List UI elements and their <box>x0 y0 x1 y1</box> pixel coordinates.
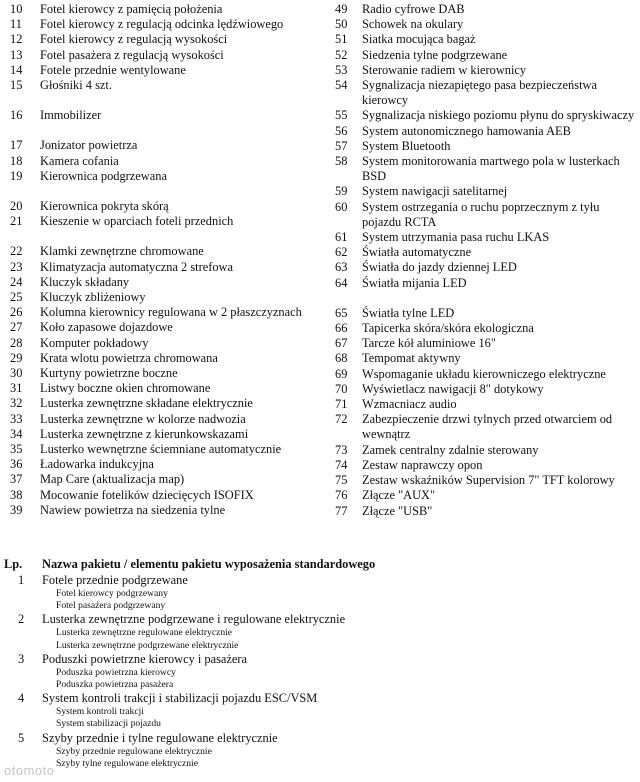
equipment-item <box>0 366 312 381</box>
package-number: 5 <box>18 730 25 745</box>
right-equipment-list <box>320 2 640 519</box>
item-number: 23 <box>10 259 23 274</box>
equipment-item <box>320 184 640 199</box>
equipment-item <box>0 457 312 472</box>
item-number: 39 <box>10 502 23 517</box>
equipment-item <box>0 244 312 259</box>
item-text: Złącze "AUX" <box>362 488 436 503</box>
item-number: 11 <box>10 17 22 32</box>
item-text: Zabezpieczenie drzwi tylnych przed otwarciem od wewnątrz <box>362 412 613 442</box>
package-number: 3 <box>18 651 25 666</box>
equipment-item <box>0 154 312 169</box>
item-number: 64 <box>335 275 348 290</box>
package-element: Szyby tylne regulowane elektrycznie <box>56 757 198 769</box>
equipment-item <box>0 320 312 335</box>
item-text: Wzmacniacz audio <box>362 397 457 412</box>
equipment-item <box>0 48 312 63</box>
item-number: 13 <box>10 47 23 62</box>
package-element: System kontroli trakcji <box>56 706 144 718</box>
equipment-item <box>320 32 640 47</box>
item-number: 57 <box>335 138 348 153</box>
item-number: 35 <box>10 442 23 457</box>
item-number: 25 <box>10 290 23 305</box>
equipment-item <box>320 48 640 63</box>
item-text: Klamki zewnętrzne chromowane <box>40 244 204 259</box>
package-name: Szyby przednie i tylne regulowane elektrycznie <box>42 730 278 745</box>
item-text: Siedzenia tylne podgrzewane <box>362 47 508 62</box>
item-number: 12 <box>10 32 23 47</box>
item-text: Tempomat aktywny <box>362 351 461 366</box>
item-number: 10 <box>10 2 23 16</box>
item-text: Klimatyzacja automatyczna 2 strefowa <box>40 259 233 274</box>
equipment-item <box>320 78 640 108</box>
equipment-item <box>320 2 640 17</box>
item-number: 14 <box>10 62 23 77</box>
item-number: 29 <box>10 350 23 365</box>
item-text: Jonizator powietrza <box>40 138 138 153</box>
item-text: Nawiew powietrza na siedzenia tylne <box>40 502 226 517</box>
package-item <box>0 652 640 691</box>
item-text: Fotel pasażera z regulacją wysokości <box>40 47 224 62</box>
package-item <box>0 612 640 651</box>
item-number: 38 <box>10 487 23 502</box>
equipment-item <box>0 138 312 153</box>
package-name: Lusterka zewnętrzne podgrzewane i regulowane elektrycznie <box>42 612 346 627</box>
equipment-item <box>320 412 640 442</box>
equipment-item <box>320 276 640 291</box>
item-number: 27 <box>10 320 23 335</box>
item-text: Schowek na okulary <box>362 17 464 32</box>
item-text: System ostrzegania o ruchu poprzecznym z tyłu pojazdu RCTA <box>362 199 600 229</box>
equipment-item <box>0 199 312 214</box>
item-number: 70 <box>335 381 348 396</box>
item-number: 65 <box>335 305 348 320</box>
item-text: Kurtyny powietrzne boczne <box>40 366 178 381</box>
packages-section <box>0 557 640 770</box>
item-text: Lusterka zewnętrzne z kierunkowskazami <box>40 426 249 441</box>
item-text: Komputer pokładowy <box>40 335 149 350</box>
equipment-item <box>320 139 640 154</box>
item-number: 19 <box>10 168 23 183</box>
item-text: Zestaw wskaźników Supervision 7" TFT kolorowy <box>362 473 615 488</box>
equipment-item <box>0 427 312 442</box>
item-number: 49 <box>335 2 348 16</box>
equipment-item <box>320 351 640 366</box>
equipment-item <box>0 351 312 366</box>
item-number: 72 <box>335 412 348 427</box>
item-number: 60 <box>335 199 348 214</box>
header-name: Nazwa pakietu / elementu pakietu wyposażenia standardowego <box>42 557 376 571</box>
item-number: 76 <box>335 488 348 503</box>
equipment-item <box>320 124 640 139</box>
equipment-item <box>320 260 640 275</box>
equipment-item <box>320 230 640 245</box>
equipment-item <box>0 63 312 78</box>
item-number: 16 <box>10 108 23 123</box>
item-number: 52 <box>335 47 348 62</box>
package-number: 2 <box>18 612 25 627</box>
equipment-item <box>320 397 640 412</box>
item-number: 28 <box>10 335 23 350</box>
item-text: Światła do jazdy dziennej LED <box>362 260 517 275</box>
equipment-item <box>0 17 312 32</box>
item-text: Sygnalizacja niskiego poziomu płynu do spryskiwaczy <box>362 108 635 123</box>
equipment-item <box>0 108 312 123</box>
item-number: 17 <box>10 138 23 153</box>
item-number: 36 <box>10 457 23 472</box>
item-number: 18 <box>10 153 23 168</box>
equipment-item <box>320 200 640 230</box>
item-number: 77 <box>335 503 348 518</box>
item-text: Złącze "USB" <box>362 503 433 518</box>
equipment-item <box>0 275 312 290</box>
item-text: Lusterka zewnętrzne składane elektrycznie <box>40 396 253 411</box>
equipment-item <box>320 443 640 458</box>
item-text: Światła mijania LED <box>362 275 467 290</box>
package-element: Fotel kierowcy podgrzewany <box>56 588 168 599</box>
equipment-item <box>320 17 640 32</box>
equipment-item <box>320 108 640 123</box>
package-name: System kontroli trakcji i stabilizacji pojazdu ESC/VSM <box>42 691 318 706</box>
packages-list <box>0 573 640 770</box>
equipment-item <box>0 290 312 305</box>
item-number: 59 <box>335 184 348 199</box>
item-number: 61 <box>335 230 348 245</box>
item-number: 30 <box>10 366 23 381</box>
item-text: Immobilizer <box>40 108 102 123</box>
package-element: Poduszka powietrzna kierowcy <box>56 666 176 678</box>
equipment-item <box>0 2 312 17</box>
equipment-item <box>320 63 640 78</box>
item-number: 50 <box>335 17 348 32</box>
item-text: Fotel kierowcy z regulacją odcinka lędźwiowego <box>40 17 284 32</box>
item-number: 73 <box>335 442 348 457</box>
item-number: 32 <box>10 396 23 411</box>
item-text: Kluczyk zbliżeniowy <box>40 290 146 305</box>
item-text: Lusterko wewnętrzne ściemniane automatycznie <box>40 442 282 457</box>
equipment-item <box>0 336 312 351</box>
equipment-item <box>320 245 640 260</box>
equipment-item <box>320 382 640 397</box>
equipment-item <box>0 169 312 184</box>
package-item <box>0 691 640 730</box>
package-name: Poduszki powietrzne kierowcy i pasażera <box>42 651 248 666</box>
item-number: 62 <box>335 245 348 260</box>
equipment-item <box>0 472 312 487</box>
equipment-item <box>320 473 640 488</box>
item-text: Światła automatyczne <box>362 245 472 260</box>
equipment-item <box>320 367 640 382</box>
package-item <box>0 731 640 770</box>
item-text: Fotele przednie wentylowane <box>40 62 186 77</box>
item-number: 34 <box>10 426 23 441</box>
item-number: 33 <box>10 411 23 426</box>
equipment-item <box>0 32 312 47</box>
item-number: 15 <box>10 78 23 93</box>
package-element: Poduszka powietrzna pasażera <box>56 679 174 691</box>
item-number: 53 <box>335 62 348 77</box>
equipment-item <box>320 336 640 351</box>
item-number: 22 <box>10 244 23 259</box>
item-number: 69 <box>335 366 348 381</box>
item-text: Sterowanie radiem w kierownicy <box>362 62 527 77</box>
item-number: 58 <box>335 154 348 169</box>
equipment-item <box>0 488 312 503</box>
item-text: Siatka mocująca bagaż <box>362 32 476 47</box>
left-equipment-list <box>0 2 312 518</box>
item-text: Zamek centralny zdalnie sterowany <box>362 442 539 457</box>
item-text: Głośniki 4 szt. <box>40 78 112 93</box>
package-item <box>0 573 640 612</box>
item-text: Radio cyfrowe DAB <box>362 2 465 16</box>
equipment-item <box>320 321 640 336</box>
item-number: 66 <box>335 321 348 336</box>
item-number: 51 <box>335 32 348 47</box>
item-number: 21 <box>10 214 23 229</box>
item-text: Mocowanie fotelików dziecięcych ISOFIX <box>40 487 254 502</box>
equipment-item <box>0 503 312 518</box>
packages-header <box>0 557 640 573</box>
package-name: Fotele przednie podgrzewane <box>42 573 188 587</box>
item-number: 31 <box>10 381 23 396</box>
item-number: 75 <box>335 473 348 488</box>
item-number: 26 <box>10 305 23 320</box>
package-element: System stabilizacji pojazdu <box>56 718 161 730</box>
header-lp: Lp. <box>4 557 23 571</box>
item-number: 56 <box>335 123 348 138</box>
equipment-item <box>320 154 640 184</box>
item-text: Kierownica podgrzewana <box>40 168 167 183</box>
item-text: Tarcze kół aluminiowe 16" <box>362 336 496 351</box>
equipment-item <box>0 78 312 93</box>
item-number: 63 <box>335 260 348 275</box>
item-number: 55 <box>335 108 348 123</box>
item-number: 71 <box>335 397 348 412</box>
item-text: Listwy boczne okien chromowane <box>40 381 211 396</box>
item-text: Wyświetlacz nawigacji 8" dotykowy <box>362 381 544 396</box>
item-text: Zestaw naprawczy opon <box>362 457 483 472</box>
item-text: System utrzymania pasa ruchu LKAS <box>362 230 550 245</box>
item-text: Światła tylne LED <box>362 305 455 320</box>
package-element: Szyby przednie regulowane elektrycznie <box>56 745 212 757</box>
item-text: Kluczyk składany <box>40 274 130 289</box>
equipment-item <box>0 381 312 396</box>
equipment-item <box>0 442 312 457</box>
item-text: Lusterka zewnętrzne w kolorze nadwozia <box>40 411 246 426</box>
item-number: 67 <box>335 336 348 351</box>
item-text: Koło zapasowe dojazdowe <box>40 320 173 335</box>
item-text: Kierownica pokryta skórą <box>40 199 169 214</box>
equipment-item <box>0 396 312 411</box>
item-number: 54 <box>335 78 348 93</box>
package-element: Fotel pasażera podgrzewany <box>56 600 166 612</box>
equipment-item <box>0 412 312 427</box>
package-number: 1 <box>18 573 25 587</box>
item-text: Sygnalizacja niezapiętego pasa bezpieczeństwa kierowcy <box>362 78 597 108</box>
item-text: Fotel kierowcy z regulacją wysokości <box>40 32 228 47</box>
item-text: Ładowarka indukcyjna <box>40 457 154 472</box>
equipment-item <box>320 458 640 473</box>
package-number: 4 <box>18 691 25 706</box>
item-text: Wspomaganie układu kierowniczego elektryczne <box>362 366 606 381</box>
package-element: Lusterka zewnętrzne regulowane elektrycznie <box>56 627 233 639</box>
item-text: System nawigacji satelitarnej <box>362 184 508 199</box>
item-text: Tapicerka skóra/skóra ekologiczna <box>362 321 534 336</box>
item-text: Kolumna kierownicy regulowana w 2 płaszczyznach <box>40 305 302 320</box>
item-text: Krata wlotu powietrza chromowana <box>40 350 218 365</box>
item-text: Kamera cofania <box>40 153 119 168</box>
watermark: otomoto <box>4 763 55 778</box>
item-number: 37 <box>10 472 23 487</box>
item-text: System autonomicznego hamowania AEB <box>362 123 571 138</box>
equipment-item <box>0 260 312 275</box>
equipment-item <box>320 504 640 519</box>
item-text: Kieszenie w oparciach foteli przednich <box>40 214 234 229</box>
equipment-item <box>320 488 640 503</box>
equipment-item <box>0 305 312 320</box>
item-number: 68 <box>335 351 348 366</box>
item-text: System monitorowania martwego pola w lusterkach BSD <box>362 154 620 184</box>
package-element: Lusterka zewnętrzne podgrzewane elektrycznie <box>56 639 239 651</box>
item-number: 24 <box>10 274 23 289</box>
item-text: Map Care (aktualizacja map) <box>40 472 185 487</box>
item-text: Fotel kierowcy z pamięcią położenia <box>40 2 223 16</box>
equipment-item <box>0 214 312 229</box>
item-number: 74 <box>335 457 348 472</box>
item-number: 20 <box>10 199 23 214</box>
item-text: System Bluetooth <box>362 138 451 153</box>
equipment-item <box>320 306 640 321</box>
